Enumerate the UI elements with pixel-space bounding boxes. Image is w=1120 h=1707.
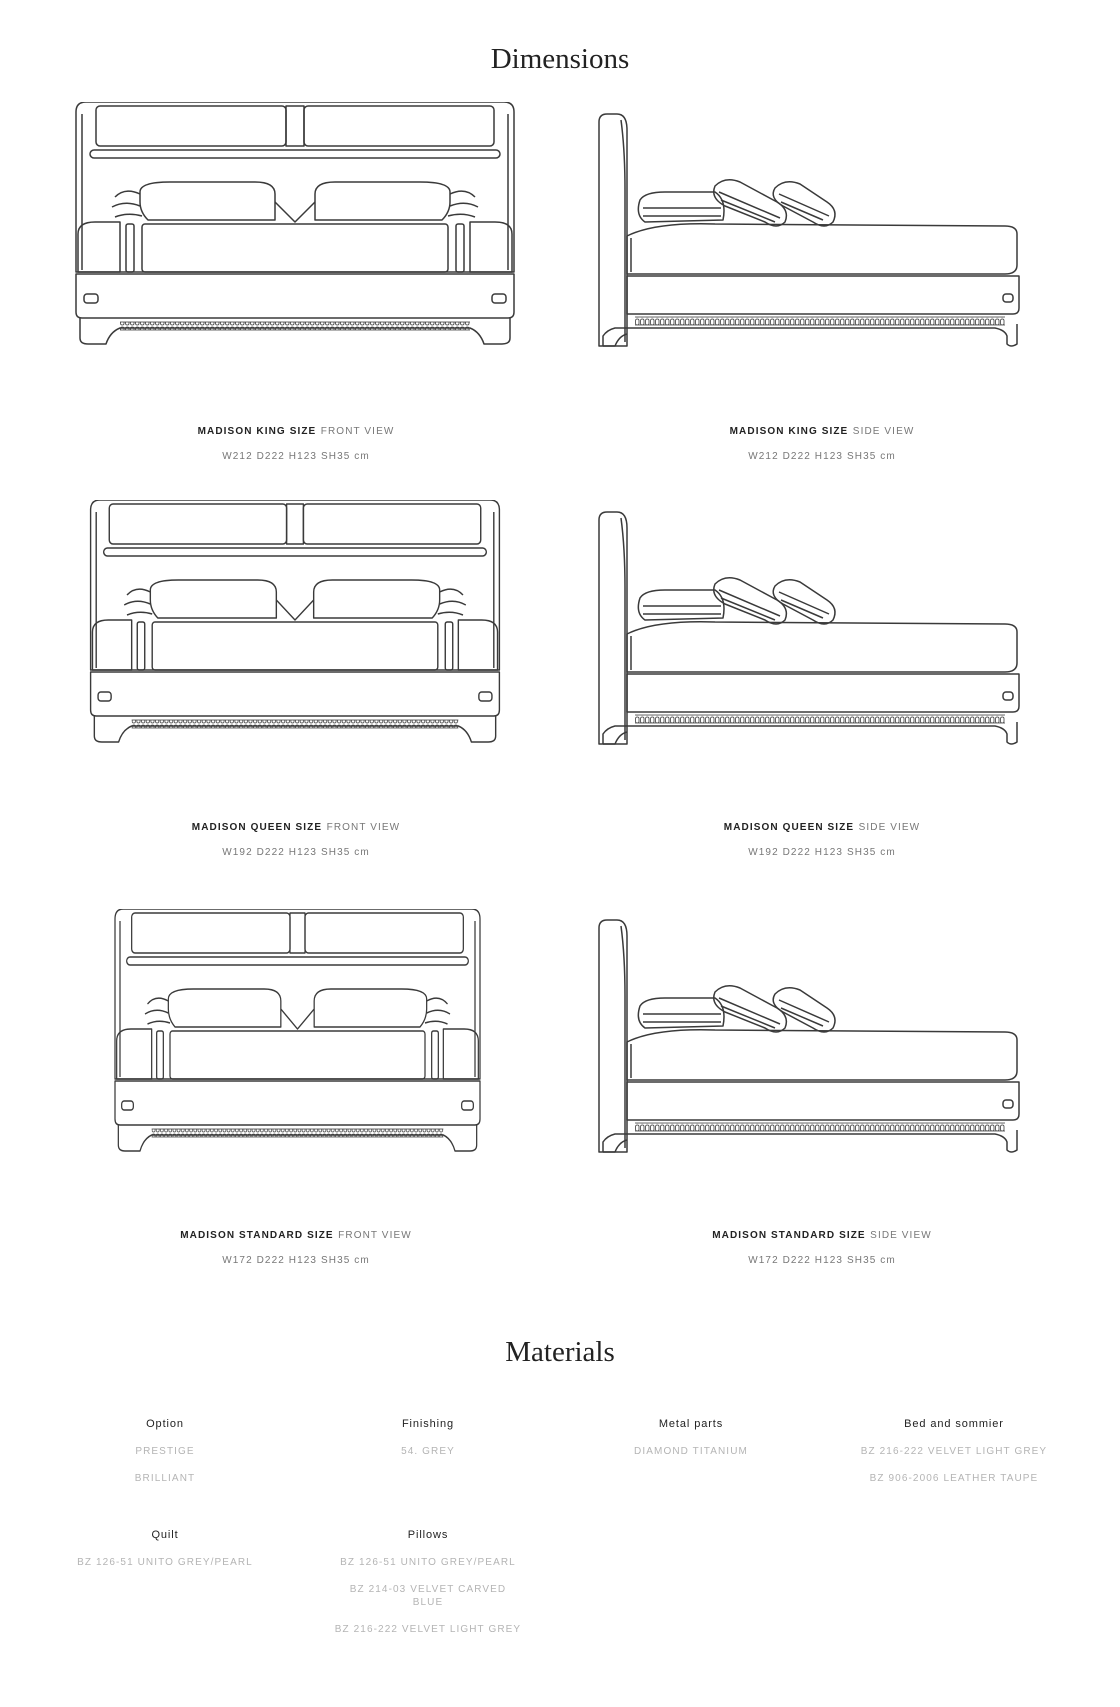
standard-side-caption [582,1225,1062,1266]
queen-side-drawing [595,508,1055,770]
caption-name: MADISON KING SIZE [197,426,317,437]
queen-front-caption [56,817,536,858]
materials-title: Materials [505,1336,615,1368]
caption-view: FRONT VIEW [326,822,401,833]
dimensions-title: Dimensions [490,43,630,75]
caption-view: SIDE VIEW [858,822,921,833]
material-value: DIAMOND TITANIUM [634,1446,748,1457]
caption-view: SIDE VIEW [852,426,915,437]
queen-front-drawing [85,500,535,770]
material-value: BZ 214-03 VELVET CARVED BLUE [349,1584,507,1608]
king-front-drawing [70,102,520,372]
material-value: PRESTIGE [135,1446,195,1457]
material-finishing [328,1418,528,1472]
material-label: Pillows [407,1529,449,1541]
material-label: Bed and sommier [904,1418,1004,1430]
material-label: Finishing [401,1418,455,1430]
king-side-drawing [595,110,1055,372]
caption-dimensions: W192 D222 H123 SH35 cm [222,847,370,858]
caption-view: FRONT VIEW [320,426,395,437]
material-value: 54. GREY [401,1446,455,1457]
material-value: BRILLIANT [134,1473,196,1484]
material-value: BZ 216-222 VELVET LIGHT GREY [860,1446,1048,1457]
material-option [65,1418,265,1499]
material-value: BZ 216-222 VELVET LIGHT GREY [334,1624,522,1635]
material-label: Metal parts [658,1418,724,1430]
standard-front-caption [56,1225,536,1266]
material-value: BZ 126-51 UNITO GREY/PEARL [340,1557,516,1568]
caption-name: MADISON QUEEN SIZE [191,822,323,833]
caption-dimensions: W192 D222 H123 SH35 cm [748,847,896,858]
caption-dimensions: W172 D222 H123 SH35 cm [748,1255,896,1266]
material-quilt [65,1529,265,1583]
caption-name: MADISON KING SIZE [729,426,849,437]
standard-front-drawing [110,909,560,1179]
material-label: Quilt [151,1529,179,1541]
material-bed-and-sommier [854,1418,1054,1499]
king-front-caption [56,421,536,462]
caption-name: MADISON STANDARD SIZE [180,1230,334,1241]
material-value: BZ 126-51 UNITO GREY/PEARL [77,1557,253,1568]
material-label: Option [146,1418,184,1430]
caption-name: MADISON QUEEN SIZE [723,822,855,833]
material-pillows [328,1529,528,1650]
standard-side-drawing [595,916,1055,1178]
queen-side-caption [582,817,1062,858]
king-side-caption [582,421,1062,462]
material-value: BZ 906-2006 LEATHER TAUPE [869,1473,1039,1484]
material-metal-parts [591,1418,791,1472]
caption-view: SIDE VIEW [870,1230,932,1241]
caption-dimensions: W172 D222 H123 SH35 cm [222,1255,370,1266]
caption-name: MADISON STANDARD SIZE [712,1230,866,1241]
caption-dimensions: W212 D222 H123 SH35 cm [222,451,370,462]
caption-view: FRONT VIEW [338,1230,412,1241]
caption-dimensions: W212 D222 H123 SH35 cm [748,451,896,462]
